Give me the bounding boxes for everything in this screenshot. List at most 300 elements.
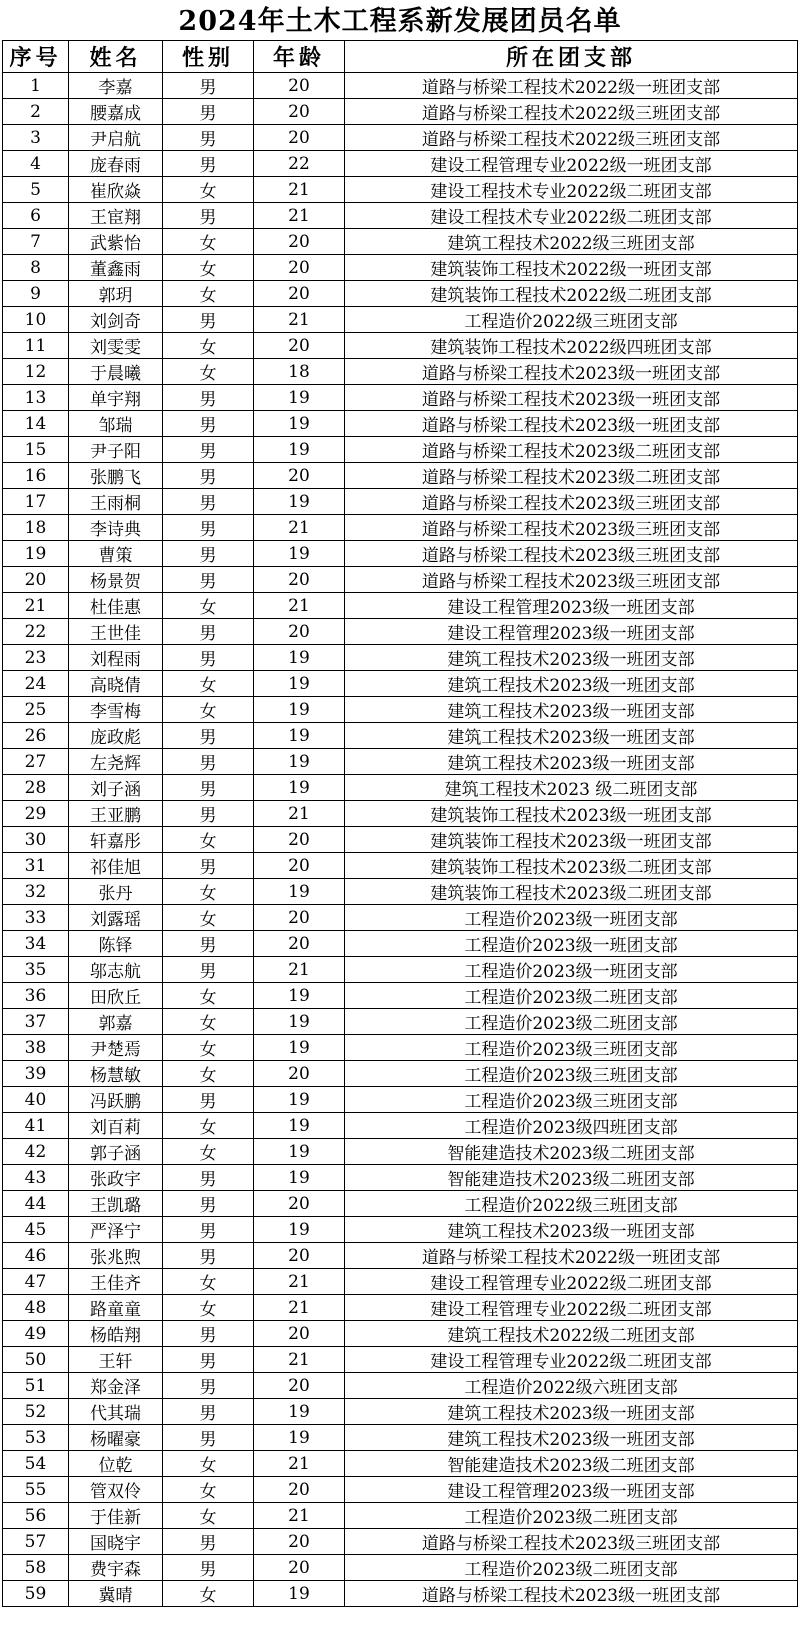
cell-age: 20 — [254, 567, 345, 593]
cell-no: 20 — [3, 567, 69, 593]
column-header-gender: 性别 — [163, 41, 254, 73]
cell-age: 20 — [254, 1529, 345, 1555]
cell-name: 张兆煦 — [69, 1243, 163, 1269]
cell-no: 36 — [3, 983, 69, 1009]
cell-gender: 男 — [163, 723, 254, 749]
table-row — [3, 541, 798, 567]
cell-gender: 女 — [163, 1139, 254, 1165]
cell-no: 26 — [3, 723, 69, 749]
cell-no: 28 — [3, 775, 69, 801]
cell-gender: 男 — [163, 385, 254, 411]
cell-no: 4 — [3, 151, 69, 177]
cell-gender: 男 — [163, 957, 254, 983]
table-row — [3, 619, 798, 645]
cell-branch: 道路与桥梁工程技术2023级三班团支部 — [345, 489, 798, 515]
cell-name: 刘子涵 — [69, 775, 163, 801]
cell-name: 李雪梅 — [69, 697, 163, 723]
cell-branch: 建筑装饰工程技术2023级二班团支部 — [345, 879, 798, 905]
cell-name: 杨皓翔 — [69, 1321, 163, 1347]
cell-age: 19 — [254, 1581, 345, 1607]
cell-age: 20 — [254, 255, 345, 281]
table-row — [3, 1477, 798, 1503]
cell-gender: 男 — [163, 1217, 254, 1243]
table-row — [3, 515, 798, 541]
cell-age: 19 — [254, 541, 345, 567]
cell-name: 高晓倩 — [69, 671, 163, 697]
cell-age: 21 — [254, 1269, 345, 1295]
cell-no: 41 — [3, 1113, 69, 1139]
cell-no: 50 — [3, 1347, 69, 1373]
cell-no: 18 — [3, 515, 69, 541]
table-row — [3, 1347, 798, 1373]
cell-name: 冯跃鹏 — [69, 1087, 163, 1113]
cell-age: 20 — [254, 281, 345, 307]
cell-name: 刘百莉 — [69, 1113, 163, 1139]
cell-age: 21 — [254, 593, 345, 619]
cell-no: 30 — [3, 827, 69, 853]
cell-age: 19 — [254, 1139, 345, 1165]
cell-gender: 女 — [163, 1451, 254, 1477]
cell-gender: 男 — [163, 411, 254, 437]
cell-age: 19 — [254, 723, 345, 749]
table-row — [3, 1217, 798, 1243]
cell-name: 田欣丘 — [69, 983, 163, 1009]
cell-name: 王雨桐 — [69, 489, 163, 515]
cell-gender: 女 — [163, 1061, 254, 1087]
table-row — [3, 463, 798, 489]
cell-name: 祁佳旭 — [69, 853, 163, 879]
cell-gender: 女 — [163, 671, 254, 697]
cell-branch: 建筑工程技术2023级一班团支部 — [345, 645, 798, 671]
cell-name: 代其瑞 — [69, 1399, 163, 1425]
cell-gender: 女 — [163, 1113, 254, 1139]
cell-name: 严泽宁 — [69, 1217, 163, 1243]
table-row — [3, 1269, 798, 1295]
table-row — [3, 697, 798, 723]
cell-name: 刘露瑶 — [69, 905, 163, 931]
cell-branch: 建筑工程技术2023级一班团支部 — [345, 671, 798, 697]
cell-name: 庞政彪 — [69, 723, 163, 749]
cell-branch: 建设工程管理2023级一班团支部 — [345, 593, 798, 619]
cell-name: 杜佳惠 — [69, 593, 163, 619]
cell-branch: 工程造价2023级二班团支部 — [345, 1009, 798, 1035]
table-row — [3, 385, 798, 411]
cell-no: 11 — [3, 333, 69, 359]
cell-age: 18 — [254, 359, 345, 385]
cell-gender: 女 — [163, 177, 254, 203]
cell-gender: 男 — [163, 1321, 254, 1347]
cell-branch: 工程造价2022级三班团支部 — [345, 307, 798, 333]
cell-branch: 道路与桥梁工程技术2023级三班团支部 — [345, 541, 798, 567]
cell-no: 31 — [3, 853, 69, 879]
cell-name: 曹策 — [69, 541, 163, 567]
cell-no: 19 — [3, 541, 69, 567]
cell-no: 52 — [3, 1399, 69, 1425]
cell-no: 15 — [3, 437, 69, 463]
cell-no: 23 — [3, 645, 69, 671]
cell-gender: 男 — [163, 1165, 254, 1191]
table-row — [3, 1191, 798, 1217]
cell-age: 19 — [254, 437, 345, 463]
cell-name: 于晨曦 — [69, 359, 163, 385]
document-title: 2024年土木工程系新发展团员名单 — [178, 6, 622, 37]
cell-age: 21 — [254, 177, 345, 203]
table-row — [3, 593, 798, 619]
cell-gender: 男 — [163, 307, 254, 333]
cell-age: 19 — [254, 1399, 345, 1425]
cell-name: 尹启航 — [69, 125, 163, 151]
cell-name: 崔欣焱 — [69, 177, 163, 203]
table-row — [3, 1581, 798, 1607]
cell-age: 19 — [254, 671, 345, 697]
column-header-name: 姓名 — [69, 41, 163, 73]
cell-no: 35 — [3, 957, 69, 983]
cell-branch: 建筑装饰工程技术2022级四班团支部 — [345, 333, 798, 359]
cell-name: 尹子阳 — [69, 437, 163, 463]
cell-branch: 建筑工程技术2023级一班团支部 — [345, 723, 798, 749]
cell-branch: 工程造价2022级三班团支部 — [345, 1191, 798, 1217]
cell-age: 20 — [254, 827, 345, 853]
cell-name: 于佳新 — [69, 1503, 163, 1529]
cell-no: 17 — [3, 489, 69, 515]
roster-body — [3, 73, 798, 1607]
table-row — [3, 957, 798, 983]
cell-branch: 建筑装饰工程技术2023级一班团支部 — [345, 801, 798, 827]
table-row — [3, 1503, 798, 1529]
table-row — [3, 203, 798, 229]
cell-age: 19 — [254, 385, 345, 411]
table-row — [3, 853, 798, 879]
cell-gender: 男 — [163, 853, 254, 879]
cell-age: 20 — [254, 853, 345, 879]
table-row — [3, 801, 798, 827]
cell-gender: 女 — [163, 359, 254, 385]
cell-age: 21 — [254, 801, 345, 827]
table-row — [3, 281, 798, 307]
cell-branch: 道路与桥梁工程技术2023级三班团支部 — [345, 1529, 798, 1555]
cell-gender: 男 — [163, 1425, 254, 1451]
cell-no: 12 — [3, 359, 69, 385]
table-row — [3, 307, 798, 333]
cell-branch: 工程造价2023级三班团支部 — [345, 1035, 798, 1061]
cell-branch: 建筑工程技术2023级一班团支部 — [345, 1425, 798, 1451]
cell-age: 19 — [254, 1425, 345, 1451]
cell-branch: 工程造价2023级一班团支部 — [345, 931, 798, 957]
cell-age: 20 — [254, 931, 345, 957]
table-row — [3, 567, 798, 593]
cell-age: 21 — [254, 1295, 345, 1321]
cell-gender: 女 — [163, 1295, 254, 1321]
cell-name: 王佳齐 — [69, 1269, 163, 1295]
cell-branch: 建筑装饰工程技术2023级一班团支部 — [345, 827, 798, 853]
cell-name: 位乾 — [69, 1451, 163, 1477]
cell-age: 19 — [254, 411, 345, 437]
cell-gender: 女 — [163, 983, 254, 1009]
cell-name: 郭嘉 — [69, 1009, 163, 1035]
cell-no: 48 — [3, 1295, 69, 1321]
cell-name: 刘程雨 — [69, 645, 163, 671]
table-row — [3, 99, 798, 125]
table-row — [3, 1451, 798, 1477]
cell-branch: 建设工程管理专业2022级二班团支部 — [345, 1295, 798, 1321]
cell-name: 冀晴 — [69, 1581, 163, 1607]
cell-no: 56 — [3, 1503, 69, 1529]
cell-gender: 女 — [163, 593, 254, 619]
cell-gender: 女 — [163, 281, 254, 307]
cell-branch: 建设工程管理2023级一班团支部 — [345, 1477, 798, 1503]
cell-gender: 女 — [163, 229, 254, 255]
cell-name: 王亚鹏 — [69, 801, 163, 827]
cell-gender: 男 — [163, 463, 254, 489]
cell-age: 20 — [254, 73, 345, 99]
column-header-age: 年龄 — [254, 41, 345, 73]
cell-age: 20 — [254, 333, 345, 359]
cell-age: 21 — [254, 1503, 345, 1529]
cell-gender: 男 — [163, 1373, 254, 1399]
cell-no: 33 — [3, 905, 69, 931]
cell-name: 陈铎 — [69, 931, 163, 957]
cell-branch: 建设工程管理专业2022级二班团支部 — [345, 1347, 798, 1373]
cell-age: 20 — [254, 905, 345, 931]
table-row — [3, 1243, 798, 1269]
cell-gender: 女 — [163, 1503, 254, 1529]
table-row — [3, 1555, 798, 1581]
cell-branch: 工程造价2023级三班团支部 — [345, 1087, 798, 1113]
cell-gender: 男 — [163, 541, 254, 567]
cell-age: 20 — [254, 1555, 345, 1581]
cell-age: 20 — [254, 229, 345, 255]
cell-gender: 女 — [163, 1477, 254, 1503]
table-row — [3, 1165, 798, 1191]
cell-branch: 工程造价2022级六班团支部 — [345, 1373, 798, 1399]
cell-gender: 女 — [163, 905, 254, 931]
cell-age: 19 — [254, 1165, 345, 1191]
cell-branch: 建筑工程技术2023级一班团支部 — [345, 749, 798, 775]
cell-gender: 男 — [163, 931, 254, 957]
cell-gender: 男 — [163, 151, 254, 177]
cell-gender: 男 — [163, 1399, 254, 1425]
cell-name: 李诗典 — [69, 515, 163, 541]
table-row — [3, 645, 798, 671]
cell-no: 44 — [3, 1191, 69, 1217]
cell-name: 邹瑞 — [69, 411, 163, 437]
cell-branch: 工程造价2023级一班团支部 — [345, 957, 798, 983]
cell-branch: 建筑装饰工程技术2022级一班团支部 — [345, 255, 798, 281]
cell-no: 1 — [3, 73, 69, 99]
cell-age: 21 — [254, 515, 345, 541]
cell-gender: 男 — [163, 515, 254, 541]
table-row — [3, 1061, 798, 1087]
cell-no: 40 — [3, 1087, 69, 1113]
cell-age: 19 — [254, 1217, 345, 1243]
cell-name: 费宇森 — [69, 1555, 163, 1581]
cell-no: 55 — [3, 1477, 69, 1503]
cell-age: 21 — [254, 203, 345, 229]
cell-age: 20 — [254, 125, 345, 151]
cell-branch: 建筑装饰工程技术2022级二班团支部 — [345, 281, 798, 307]
cell-branch: 建筑工程技术2023 级二班团支部 — [345, 775, 798, 801]
cell-no: 42 — [3, 1139, 69, 1165]
cell-gender: 男 — [163, 489, 254, 515]
cell-branch: 智能建造技术2023级二班团支部 — [345, 1451, 798, 1477]
cell-gender: 男 — [163, 801, 254, 827]
cell-name: 杨景贺 — [69, 567, 163, 593]
table-row — [3, 229, 798, 255]
cell-no: 14 — [3, 411, 69, 437]
cell-name: 轩嘉彤 — [69, 827, 163, 853]
cell-gender: 女 — [163, 697, 254, 723]
cell-name: 刘雯雯 — [69, 333, 163, 359]
table-row — [3, 1399, 798, 1425]
cell-gender: 男 — [163, 1087, 254, 1113]
cell-branch: 工程造价2023级三班团支部 — [345, 1061, 798, 1087]
cell-gender: 男 — [163, 567, 254, 593]
cell-gender: 男 — [163, 99, 254, 125]
cell-name: 张鹏飞 — [69, 463, 163, 489]
cell-gender: 女 — [163, 333, 254, 359]
cell-branch: 道路与桥梁工程技术2023级一班团支部 — [345, 385, 798, 411]
cell-name: 王凯璐 — [69, 1191, 163, 1217]
column-header-no: 序号 — [3, 41, 69, 73]
cell-branch: 建筑工程技术2023级一班团支部 — [345, 697, 798, 723]
cell-age: 20 — [254, 1373, 345, 1399]
cell-name: 武紫怡 — [69, 229, 163, 255]
cell-branch: 道路与桥梁工程技术2023级二班团支部 — [345, 463, 798, 489]
table-row — [3, 879, 798, 905]
cell-age: 20 — [254, 1061, 345, 1087]
cell-name: 尹楚焉 — [69, 1035, 163, 1061]
cell-gender: 男 — [163, 125, 254, 151]
table-row — [3, 1113, 798, 1139]
cell-no: 7 — [3, 229, 69, 255]
table-row — [3, 931, 798, 957]
cell-no: 21 — [3, 593, 69, 619]
table-row — [3, 1035, 798, 1061]
cell-name: 郑金泽 — [69, 1373, 163, 1399]
table-row — [3, 1009, 798, 1035]
cell-branch: 道路与桥梁工程技术2023级一班团支部 — [345, 411, 798, 437]
cell-name: 庞春雨 — [69, 151, 163, 177]
cell-age: 21 — [254, 1451, 345, 1477]
table-row — [3, 1425, 798, 1451]
cell-age: 19 — [254, 489, 345, 515]
cell-name: 左尧辉 — [69, 749, 163, 775]
cell-name: 腰嘉成 — [69, 99, 163, 125]
cell-branch: 道路与桥梁工程技术2023级一班团支部 — [345, 359, 798, 385]
cell-branch: 工程造价2023级一班团支部 — [345, 905, 798, 931]
cell-branch: 工程造价2023级二班团支部 — [345, 1555, 798, 1581]
table-row — [3, 827, 798, 853]
cell-no: 13 — [3, 385, 69, 411]
cell-branch: 智能建造技术2023级二班团支部 — [345, 1139, 798, 1165]
cell-no: 37 — [3, 1009, 69, 1035]
cell-no: 38 — [3, 1035, 69, 1061]
cell-name: 王宦翔 — [69, 203, 163, 229]
cell-name: 王世佳 — [69, 619, 163, 645]
cell-no: 8 — [3, 255, 69, 281]
cell-age: 19 — [254, 983, 345, 1009]
cell-no: 10 — [3, 307, 69, 333]
cell-name: 李嘉 — [69, 73, 163, 99]
cell-age: 19 — [254, 749, 345, 775]
cell-no: 3 — [3, 125, 69, 151]
cell-no: 24 — [3, 671, 69, 697]
cell-no: 5 — [3, 177, 69, 203]
table-row — [3, 1087, 798, 1113]
cell-gender: 男 — [163, 619, 254, 645]
table-row — [3, 749, 798, 775]
cell-no: 29 — [3, 801, 69, 827]
cell-no: 25 — [3, 697, 69, 723]
cell-gender: 男 — [163, 1243, 254, 1269]
cell-gender: 男 — [163, 1347, 254, 1373]
cell-branch: 道路与桥梁工程技术2023级一班团支部 — [345, 1581, 798, 1607]
table-row — [3, 1295, 798, 1321]
cell-gender: 男 — [163, 775, 254, 801]
table-row — [3, 1529, 798, 1555]
cell-no: 16 — [3, 463, 69, 489]
table-row — [3, 411, 798, 437]
cell-name: 张丹 — [69, 879, 163, 905]
cell-branch: 智能建造技术2023级二班团支部 — [345, 1165, 798, 1191]
cell-no: 34 — [3, 931, 69, 957]
cell-no: 59 — [3, 1581, 69, 1607]
cell-branch: 道路与桥梁工程技术2023级三班团支部 — [345, 515, 798, 541]
cell-name: 单宇翔 — [69, 385, 163, 411]
cell-branch: 道路与桥梁工程技术2023级三班团支部 — [345, 567, 798, 593]
cell-name: 郭玥 — [69, 281, 163, 307]
table-row — [3, 333, 798, 359]
cell-age: 20 — [254, 1321, 345, 1347]
cell-branch: 道路与桥梁工程技术2022级三班团支部 — [345, 99, 798, 125]
cell-branch: 工程造价2023级二班团支部 — [345, 1503, 798, 1529]
cell-age: 21 — [254, 307, 345, 333]
cell-age: 19 — [254, 1113, 345, 1139]
cell-age: 19 — [254, 879, 345, 905]
cell-no: 2 — [3, 99, 69, 125]
cell-branch: 道路与桥梁工程技术2022级一班团支部 — [345, 73, 798, 99]
cell-no: 57 — [3, 1529, 69, 1555]
cell-name: 国晓宇 — [69, 1529, 163, 1555]
table-row — [3, 723, 798, 749]
cell-name: 郭子涵 — [69, 1139, 163, 1165]
cell-no: 22 — [3, 619, 69, 645]
cell-no: 6 — [3, 203, 69, 229]
table-row — [3, 359, 798, 385]
table-row — [3, 255, 798, 281]
cell-age: 19 — [254, 1035, 345, 1061]
table-row — [3, 1321, 798, 1347]
cell-branch: 道路与桥梁工程技术2023级二班团支部 — [345, 437, 798, 463]
cell-gender: 女 — [163, 1269, 254, 1295]
cell-name: 董鑫雨 — [69, 255, 163, 281]
table-row — [3, 775, 798, 801]
cell-gender: 女 — [163, 1035, 254, 1061]
cell-no: 45 — [3, 1217, 69, 1243]
cell-age: 20 — [254, 463, 345, 489]
cell-gender: 男 — [163, 1555, 254, 1581]
cell-branch: 建设工程管理专业2022级二班团支部 — [345, 1269, 798, 1295]
cell-age: 20 — [254, 1243, 345, 1269]
cell-no: 39 — [3, 1061, 69, 1087]
cell-no: 27 — [3, 749, 69, 775]
cell-age: 21 — [254, 1347, 345, 1373]
cell-name: 路童童 — [69, 1295, 163, 1321]
cell-branch: 工程造价2023级四班团支部 — [345, 1113, 798, 1139]
cell-no: 53 — [3, 1425, 69, 1451]
cell-name: 管双伶 — [69, 1477, 163, 1503]
cell-gender: 女 — [163, 827, 254, 853]
